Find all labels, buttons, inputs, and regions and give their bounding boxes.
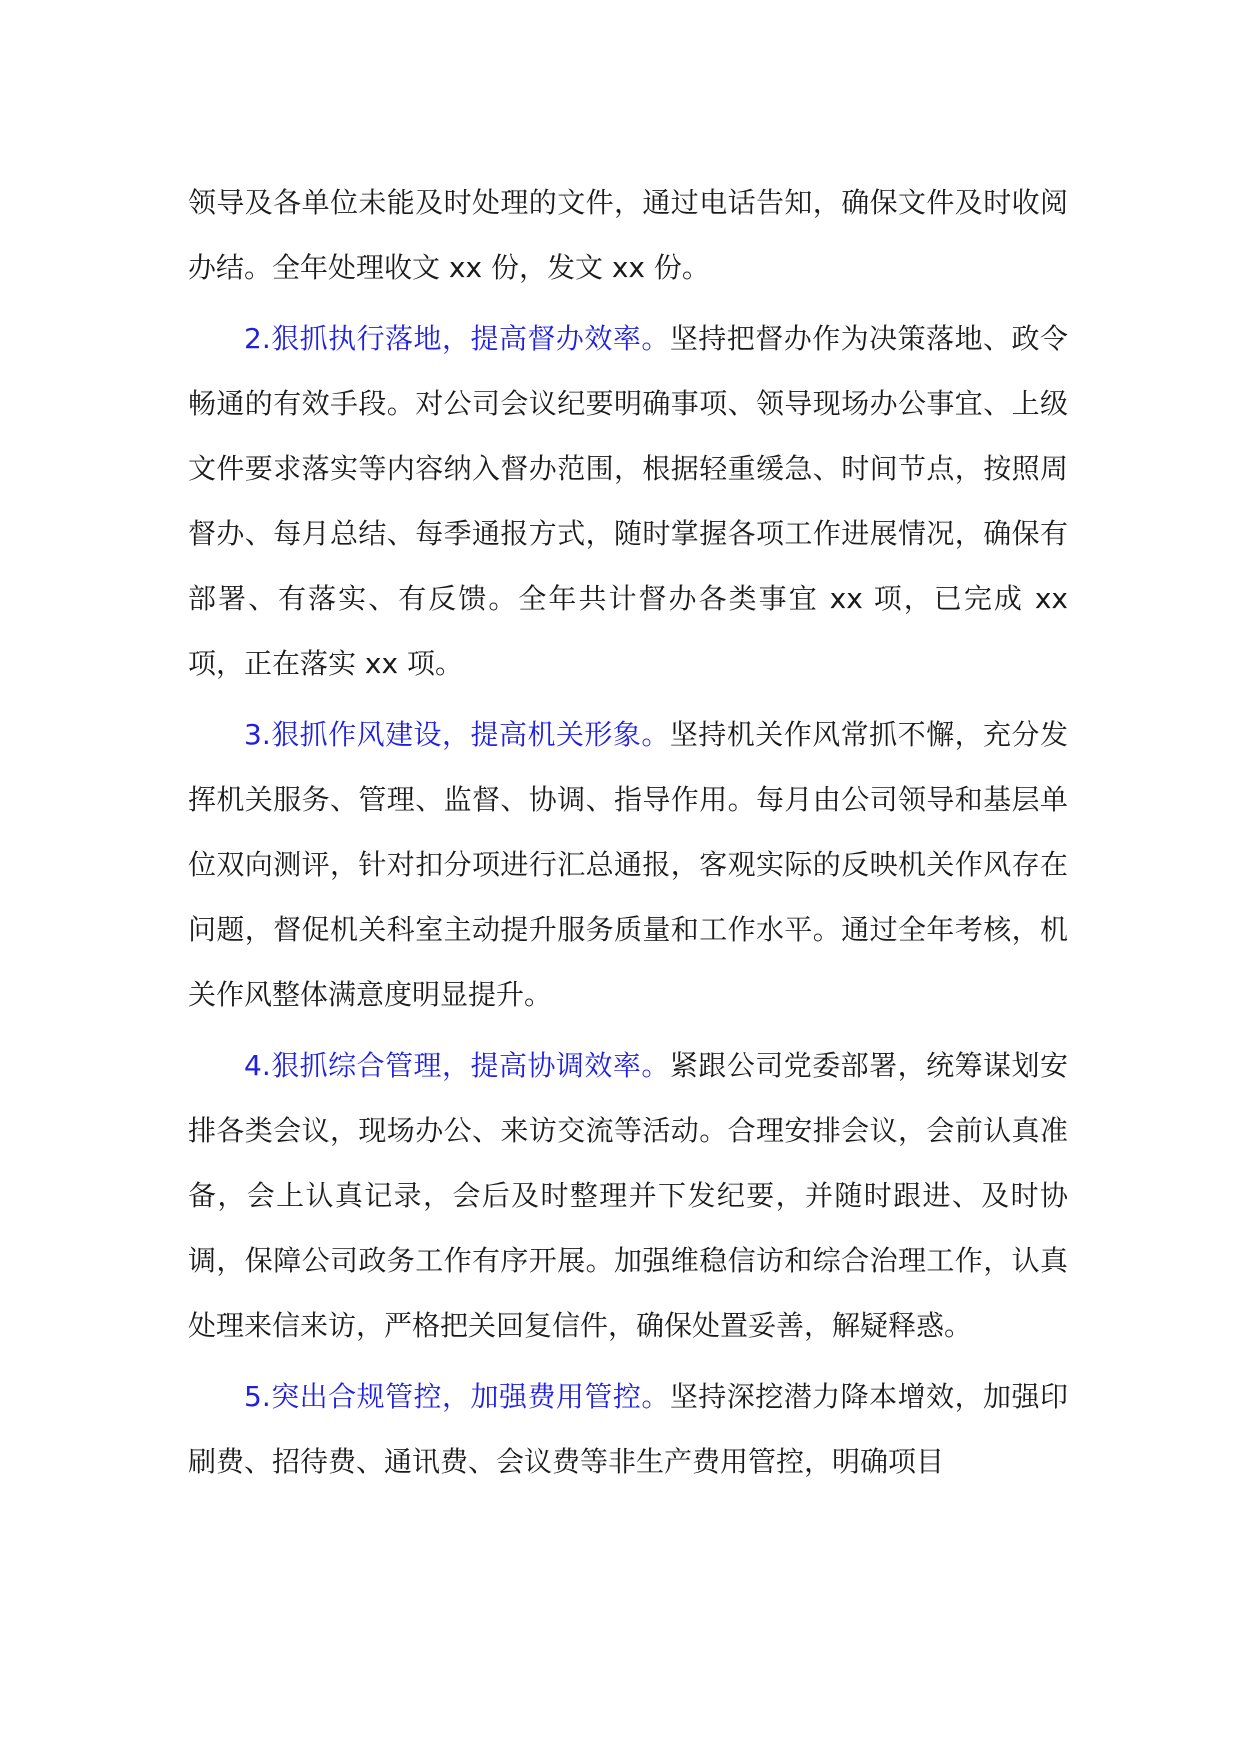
paragraph-4-heading: 4.狠抓综合管理，提高协调效率。 (244, 1049, 670, 1082)
paragraph-3-heading: 3.狠抓作风建设，提高机关形象。 (244, 718, 670, 751)
document-body (188, 170, 1068, 1500)
paragraph-5-heading: 5.突出合规管控，加强费用管控。 (244, 1380, 670, 1413)
paragraph-5 (188, 1364, 1068, 1494)
paragraph-1 (188, 170, 1068, 300)
paragraph-2-heading: 2.狠抓执行落地，提高督办效率。 (244, 322, 670, 355)
paragraph-2 (188, 306, 1068, 696)
paragraph-2-body: 坚持把督办作为决策落地、政令畅通的有效手段。对公司会议纪要明确事项、领导现场办公事宜、上级文件要求落实等内容纳入督办范围，根据轻重缓急、时间节点，按照周督办、每月总结、每季通报方式，随时掌握各项工作进展情况，确保有部署、有落实、有反馈。全年共计督办各类事宜 xx 项，已完成 xx 项，正在落实 xx 项。 (188, 322, 1068, 680)
paragraph-4 (188, 1033, 1068, 1358)
paragraph-4-body: 紧跟公司党委部署，统筹谋划安排各类会议，现场办公、来访交流等活动。合理安排会议，会前认真准备，会上认真记录，会后及时整理并下发纪要，并随时跟进、及时协调，保障公司政务工作有序开展。加强维稳信访和综合治理工作，认真处理来信来访，严格把关回复信件，确保处置妥善，解疑释惑。 (188, 1049, 1068, 1342)
paragraph-1-body: 领导及各单位未能及时处理的文件，通过电话告知，确保文件及时收阅办结。全年处理收文 xx 份，发文 xx 份。 (188, 186, 1068, 284)
paragraph-3 (188, 702, 1068, 1027)
paragraph-5-body: 坚持深挖潜力降本增效，加强印刷费、招待费、通讯费、会议费等非生产费用管控，明确项目 (188, 1380, 1068, 1478)
paragraph-3-body: 坚持机关作风常抓不懈，充分发挥机关服务、管理、监督、协调、指导作用。每月由公司领导和基层单位双向测评，针对扣分项进行汇总通报，客观实际的反映机关作风存在问题，督促机关科室主动提升服务质量和工作水平。通过全年考核，机关作风整体满意度明显提升。 (188, 718, 1068, 1011)
